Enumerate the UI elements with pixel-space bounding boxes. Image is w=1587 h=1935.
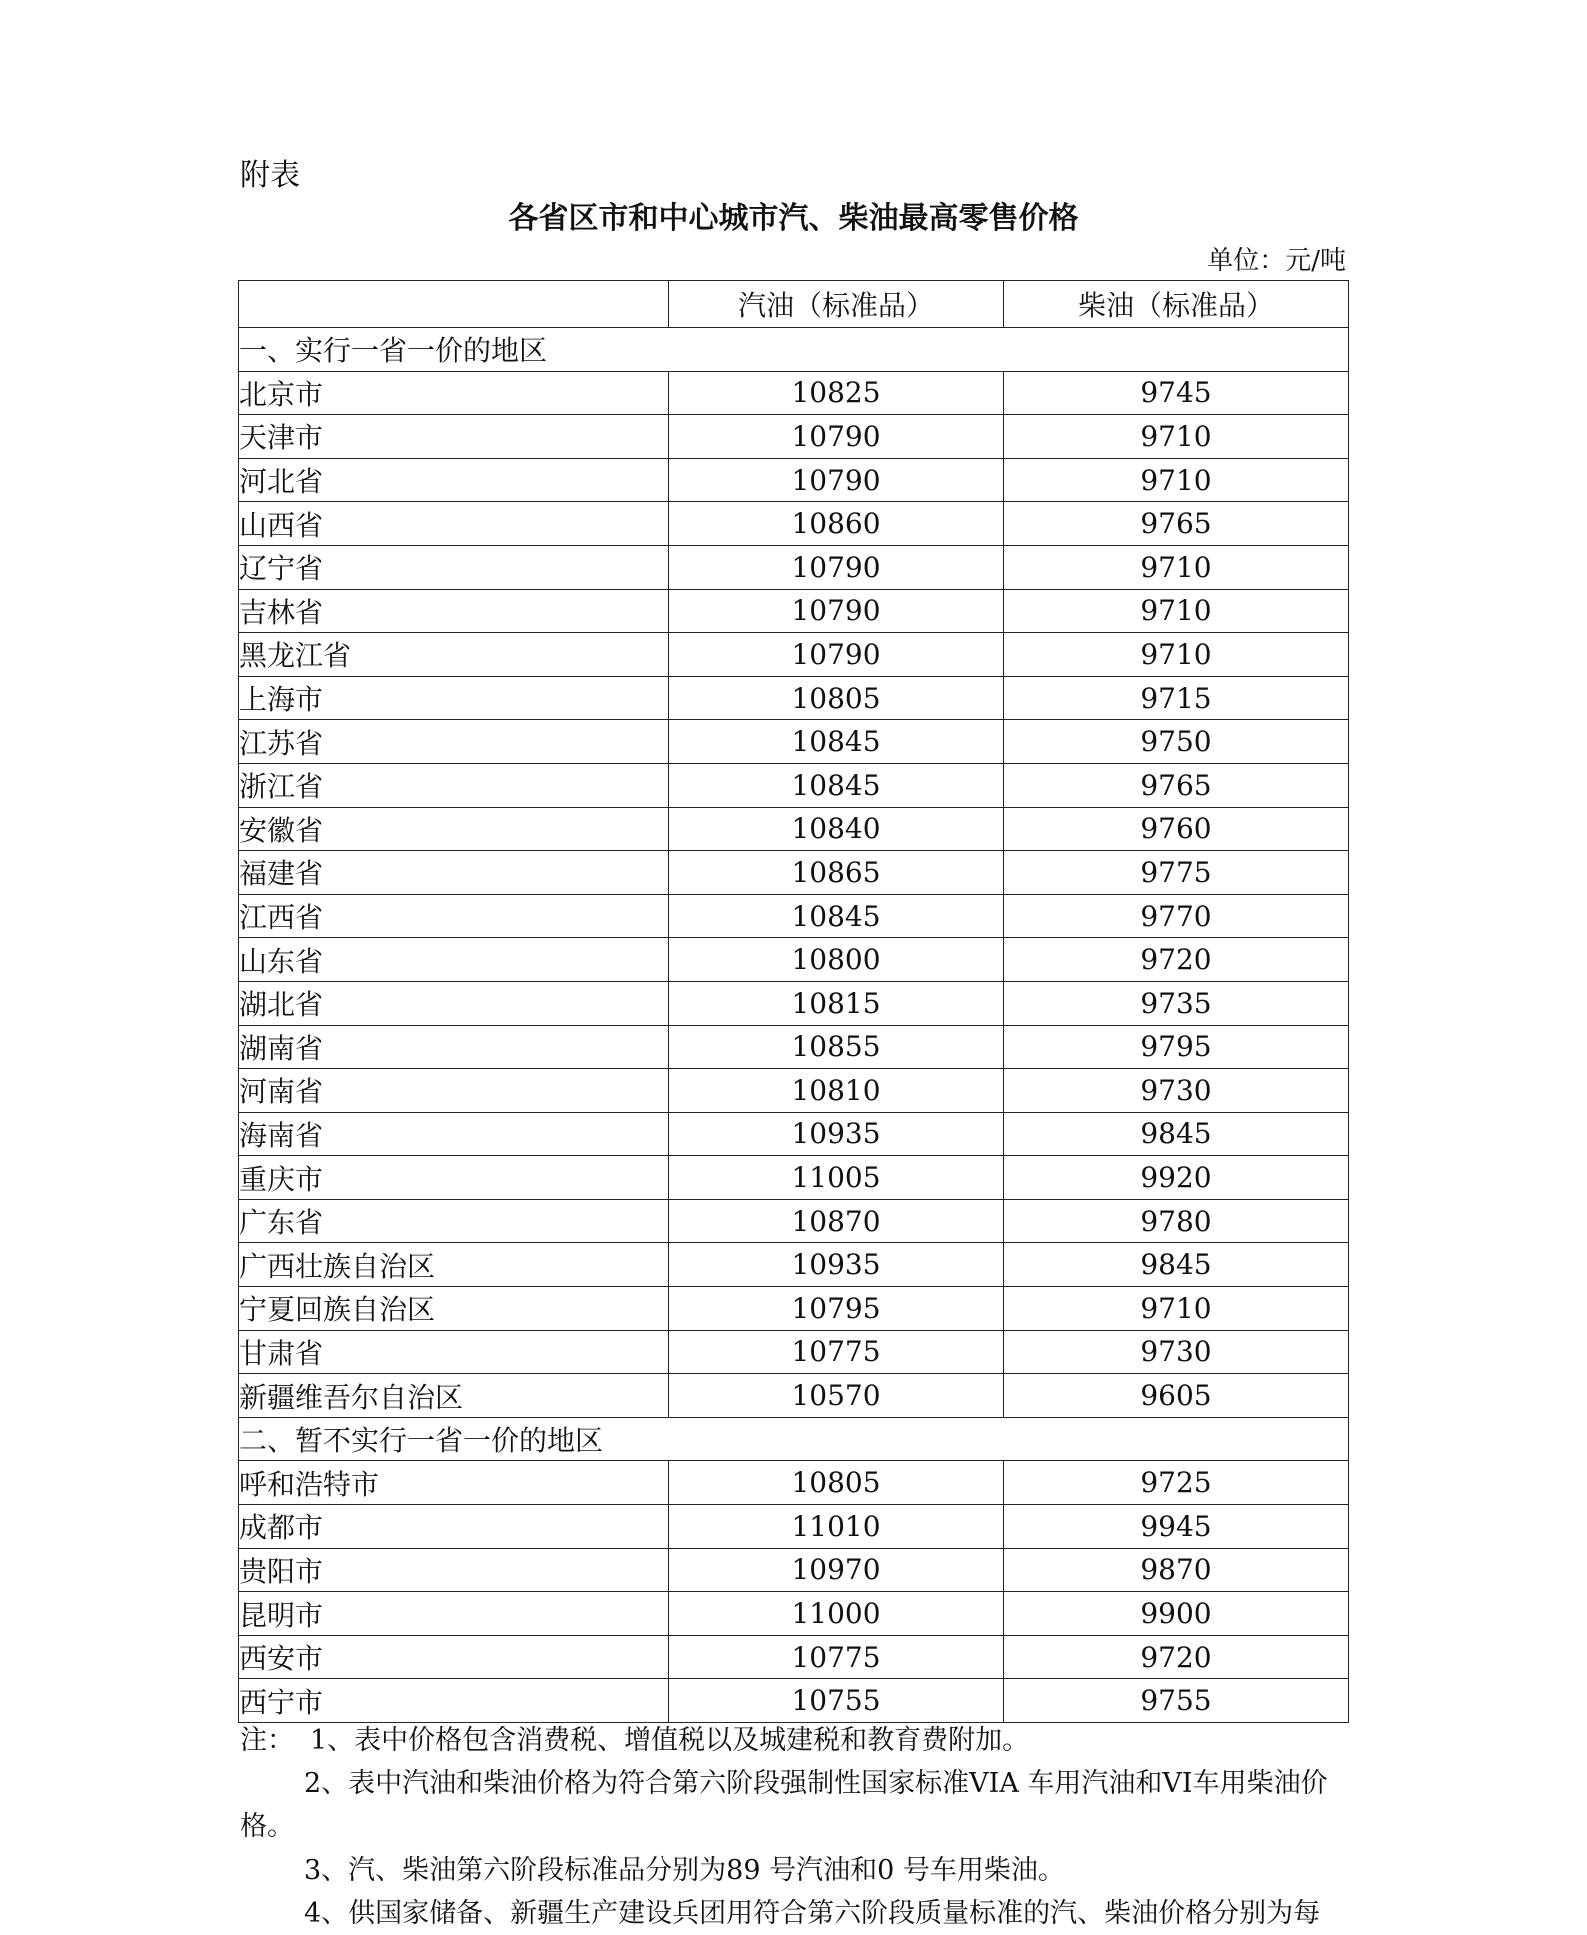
region-name: 福建省 xyxy=(239,851,669,895)
table-row xyxy=(239,415,1349,459)
diesel-price: 9750 xyxy=(1004,720,1349,764)
gasoline-price: 10755 xyxy=(669,1679,1004,1723)
region-name: 甘肃省 xyxy=(239,1330,669,1374)
gasoline-price: 10815 xyxy=(669,981,1004,1025)
gasoline-price: 10790 xyxy=(669,415,1004,459)
diesel-price: 9735 xyxy=(1004,981,1349,1025)
price-table xyxy=(238,280,1349,1723)
table-row xyxy=(239,1461,1349,1505)
region-name: 西安市 xyxy=(239,1635,669,1679)
region-name: 广西壮族自治区 xyxy=(239,1243,669,1287)
diesel-price: 9710 xyxy=(1004,415,1349,459)
diesel-price: 9795 xyxy=(1004,1025,1349,1069)
table-row xyxy=(239,894,1349,938)
table-row xyxy=(239,981,1349,1025)
table-row xyxy=(239,720,1349,764)
diesel-price: 9730 xyxy=(1004,1330,1349,1374)
diesel-price: 9745 xyxy=(1004,371,1349,415)
region-name: 呼和浩特市 xyxy=(239,1461,669,1505)
section-title: 二、暂不实行一省一价的地区 xyxy=(239,1417,1349,1461)
gasoline-price: 10800 xyxy=(669,938,1004,982)
table-row xyxy=(239,1112,1349,1156)
section-title: 一、实行一省一价的地区 xyxy=(239,328,1349,372)
gasoline-price: 10845 xyxy=(669,894,1004,938)
note-item: 2、表中汽油和柴油价格为符合第六阶段强制性国家标准VIA 车用汽油和VI车用柴油价格。 xyxy=(240,1768,1328,1843)
table-row xyxy=(239,1548,1349,1592)
region-name: 黑龙江省 xyxy=(239,633,669,677)
section-row xyxy=(239,328,1349,372)
diesel-price: 9765 xyxy=(1004,502,1349,546)
diesel-price: 9765 xyxy=(1004,763,1349,807)
diesel-price: 9715 xyxy=(1004,676,1349,720)
section-row xyxy=(239,1417,1349,1461)
table-row xyxy=(239,458,1349,502)
table-row xyxy=(239,545,1349,589)
gasoline-price: 10810 xyxy=(669,1069,1004,1113)
gasoline-price: 10790 xyxy=(669,458,1004,502)
region-name: 宁夏回族自治区 xyxy=(239,1287,669,1331)
region-name: 上海市 xyxy=(239,676,669,720)
diesel-price: 9720 xyxy=(1004,1635,1349,1679)
gasoline-price: 11010 xyxy=(669,1505,1004,1549)
region-name: 江苏省 xyxy=(239,720,669,764)
table-row xyxy=(239,502,1349,546)
diesel-price: 9710 xyxy=(1004,545,1349,589)
attachment-label: 附表 xyxy=(240,158,300,193)
gasoline-price: 10870 xyxy=(669,1199,1004,1243)
table-row xyxy=(239,763,1349,807)
gasoline-price: 10855 xyxy=(669,1025,1004,1069)
table-row xyxy=(239,1243,1349,1287)
table-body xyxy=(239,328,1349,1723)
gasoline-price: 10840 xyxy=(669,807,1004,851)
gasoline-price: 10860 xyxy=(669,502,1004,546)
region-name: 天津市 xyxy=(239,415,669,459)
gasoline-price: 10795 xyxy=(669,1287,1004,1331)
table-row xyxy=(239,1069,1349,1113)
table-row xyxy=(239,938,1349,982)
table-row xyxy=(239,589,1349,633)
diesel-price: 9710 xyxy=(1004,458,1349,502)
diesel-price: 9780 xyxy=(1004,1199,1349,1243)
gasoline-price: 10865 xyxy=(669,851,1004,895)
region-name: 湖南省 xyxy=(239,1025,669,1069)
gasoline-price: 10790 xyxy=(669,633,1004,677)
gasoline-price: 10935 xyxy=(669,1112,1004,1156)
header-gasoline: 汽油（标准品） xyxy=(669,281,1004,328)
region-name: 西宁市 xyxy=(239,1679,669,1723)
region-name: 昆明市 xyxy=(239,1592,669,1636)
table-row xyxy=(239,1374,1349,1418)
region-name: 新疆维吾尔自治区 xyxy=(239,1374,669,1418)
diesel-price: 9845 xyxy=(1004,1112,1349,1156)
header-diesel: 柴油（标准品） xyxy=(1004,281,1349,328)
table-row xyxy=(239,633,1349,677)
table-row xyxy=(239,1592,1349,1636)
region-name: 山东省 xyxy=(239,938,669,982)
unit-label: 单位：元/吨 xyxy=(1207,246,1346,276)
diesel-price: 9920 xyxy=(1004,1156,1349,1200)
region-name: 吉林省 xyxy=(239,589,669,633)
region-name: 安徽省 xyxy=(239,807,669,851)
region-name: 广东省 xyxy=(239,1199,669,1243)
diesel-price: 9605 xyxy=(1004,1374,1349,1418)
diesel-price: 9760 xyxy=(1004,807,1349,851)
gasoline-price: 10790 xyxy=(669,545,1004,589)
diesel-price: 9755 xyxy=(1004,1679,1349,1723)
header-region xyxy=(239,281,669,328)
diesel-price: 9900 xyxy=(1004,1592,1349,1636)
table-row xyxy=(239,1635,1349,1679)
gasoline-price: 10790 xyxy=(669,589,1004,633)
table-row xyxy=(239,1199,1349,1243)
diesel-price: 9710 xyxy=(1004,633,1349,677)
region-name: 成都市 xyxy=(239,1505,669,1549)
table-row xyxy=(239,1330,1349,1374)
note-item xyxy=(240,1719,1350,1762)
table-row xyxy=(239,1025,1349,1069)
region-name: 江西省 xyxy=(239,894,669,938)
table-row xyxy=(239,1679,1349,1723)
diesel-price: 9725 xyxy=(1004,1461,1349,1505)
region-name: 河北省 xyxy=(239,458,669,502)
note-item: 3、汽、柴油第六阶段标准品分别为89 号汽油和0 号车用柴油。 xyxy=(304,1854,1065,1886)
note-item: 4、供国家储备、新疆生产建设兵团用符合第六阶段质量标准的汽、柴油价格分别为每 xyxy=(304,1897,1321,1929)
table-row xyxy=(239,1505,1349,1549)
gasoline-price: 10805 xyxy=(669,1461,1004,1505)
region-name: 北京市 xyxy=(239,371,669,415)
diesel-price: 9775 xyxy=(1004,851,1349,895)
region-name: 辽宁省 xyxy=(239,545,669,589)
gasoline-price: 10845 xyxy=(669,763,1004,807)
notes xyxy=(240,1719,1350,1935)
table-row xyxy=(239,371,1349,415)
gasoline-price: 10775 xyxy=(669,1635,1004,1679)
gasoline-price: 10935 xyxy=(669,1243,1004,1287)
gasoline-price: 10570 xyxy=(669,1374,1004,1418)
region-name: 海南省 xyxy=(239,1112,669,1156)
diesel-price: 9945 xyxy=(1004,1505,1349,1549)
diesel-price: 9730 xyxy=(1004,1069,1349,1113)
region-name: 山西省 xyxy=(239,502,669,546)
table-row xyxy=(239,1287,1349,1331)
region-name: 贵阳市 xyxy=(239,1548,669,1592)
table-header-row xyxy=(239,281,1349,328)
region-name: 湖北省 xyxy=(239,981,669,1025)
diesel-price: 9870 xyxy=(1004,1548,1349,1592)
diesel-price: 9710 xyxy=(1004,589,1349,633)
region-name: 重庆市 xyxy=(239,1156,669,1200)
diesel-price: 9720 xyxy=(1004,938,1349,982)
table-row xyxy=(239,851,1349,895)
gasoline-price: 11005 xyxy=(669,1156,1004,1200)
table-row xyxy=(239,676,1349,720)
gasoline-price: 10775 xyxy=(669,1330,1004,1374)
table-row xyxy=(239,807,1349,851)
note-text: 1、表中价格包含消费税、增值税以及城建税和教育费附加。 xyxy=(310,1725,1030,1756)
notes-label: 注： xyxy=(240,1725,294,1756)
gasoline-price: 10970 xyxy=(669,1548,1004,1592)
region-name: 浙江省 xyxy=(239,763,669,807)
region-name: 河南省 xyxy=(239,1069,669,1113)
gasoline-price: 11000 xyxy=(669,1592,1004,1636)
diesel-price: 9710 xyxy=(1004,1287,1349,1331)
table-row xyxy=(239,1156,1349,1200)
page-title: 各省区市和中心城市汽、柴油最高零售价格 xyxy=(508,201,1079,236)
gasoline-price: 10805 xyxy=(669,676,1004,720)
diesel-price: 9845 xyxy=(1004,1243,1349,1287)
diesel-price: 9770 xyxy=(1004,894,1349,938)
gasoline-price: 10845 xyxy=(669,720,1004,764)
gasoline-price: 10825 xyxy=(669,371,1004,415)
